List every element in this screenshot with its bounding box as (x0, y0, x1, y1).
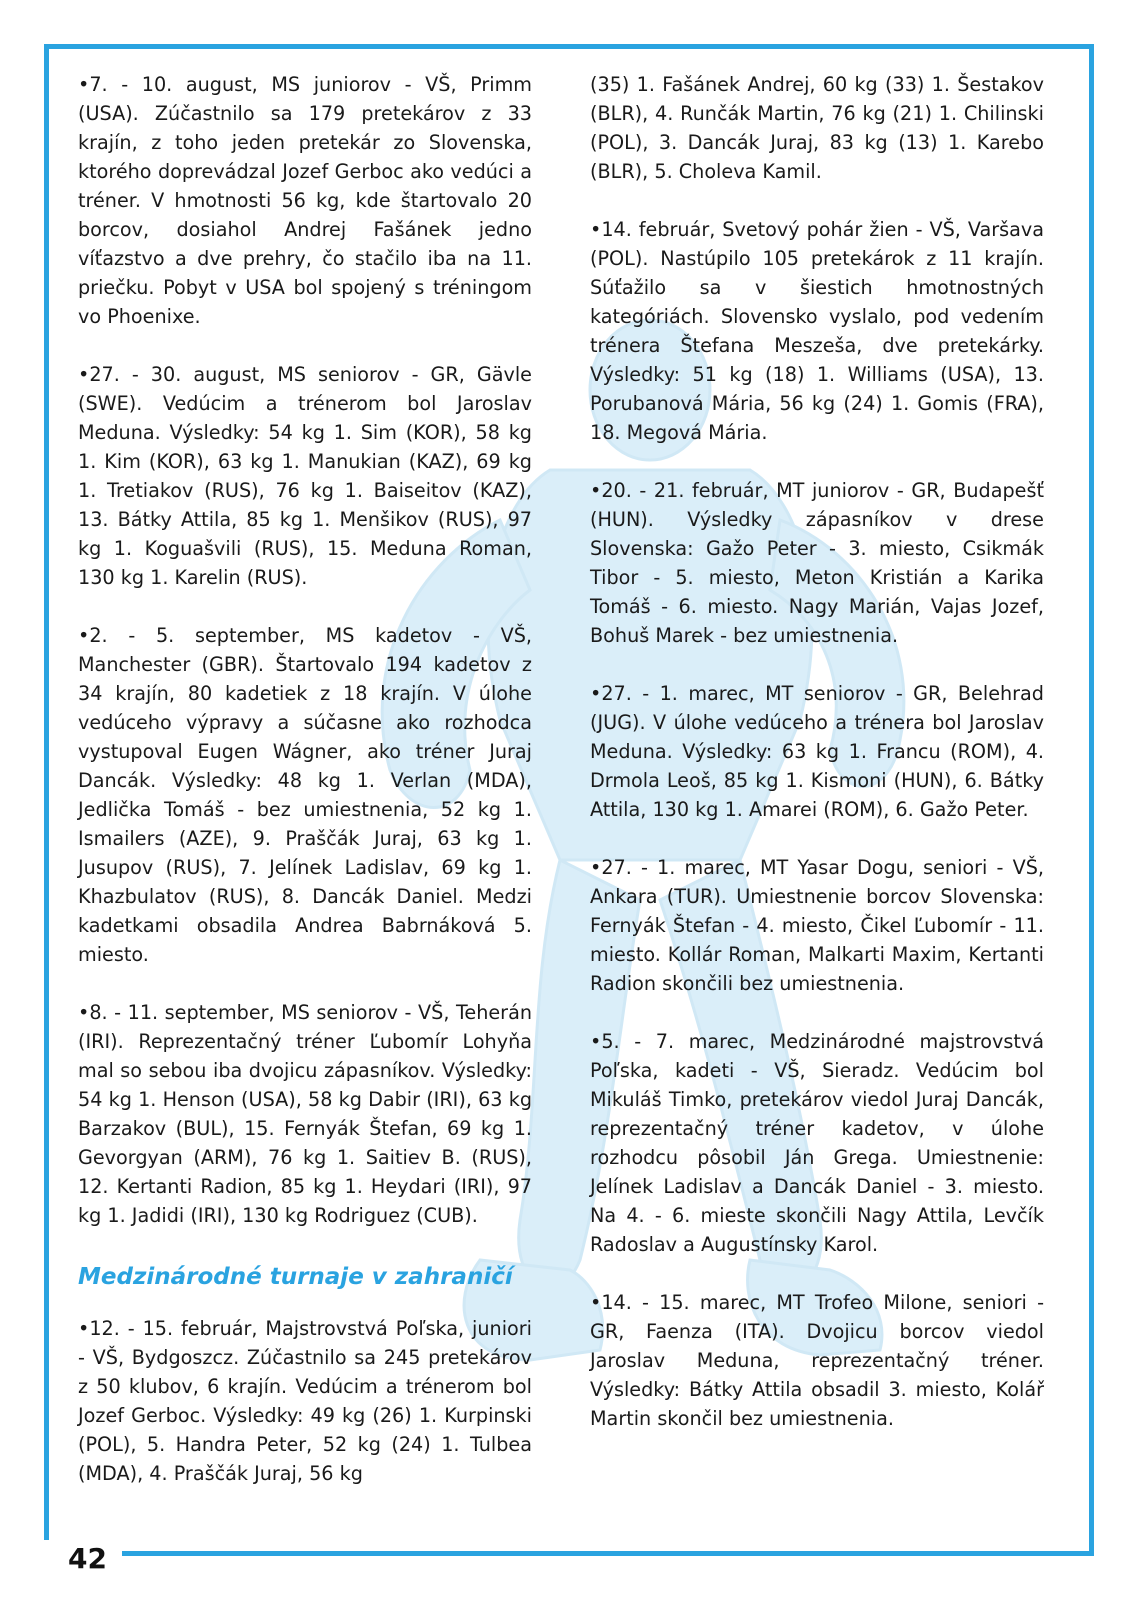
event-paragraph: (35) 1. Fašánek Andrej, 60 kg (33) 1. Šestakov (BLR), 4. Runčák Martin, 76 kg (21) 1. Chilinski (POL), 3. Dancák Juraj, 83 kg (13) 1. Karebo (BLR), 5. Choleva Kamil. (590, 73, 1044, 183)
event-paragraph: •12. - 15. február, Majstrovstvá Poľska, juniori - VŠ, Bydgoszcz. Zúčastnilo sa 245 pretekárov z 50 klubov, 6 krajín. Vedúcim a trénerom bol Jozef Gerboc. Výsledky: 49 kg (26) 1. Kurpinski (POL), 5. Handra Peter, 52 kg (24) 1. Tulbea (MDA), 4. Praščák Juraj, 56 kg (78, 1317, 532, 1485)
event-paragraph: •5. - 7. marec, Medzinárodné majstrovstvá Poľska, kadeti - VŠ, Sieradz. Vedúcim bol Mikuláš Timko, pretekárov viedol Juraj Dancák, reprezentačný tréner kadetov, v úlohe rozhodcu pôsobil Ján Grega. Umiestnenie: Jelínek Ladislav a Dancák Daniel - 3. miesto. Na 4. - 6. mieste skončili Nagy Attila, Levčík Radoslav a Augustínsky Karol. (590, 1030, 1044, 1256)
event-paragraph: •20. - 21. február, MT juniorov - GR, Budapešť (HUN). Výsledky zápasníkov v drese Slovenska: Gažo Peter - 3. miesto, Csikmák Tibor - 5. miesto, Meton Kristián a Karika Tomáš - 6. miesto. Nagy Marián, Vajas Jozef, Bohuš Marek - bez umiestnenia. (590, 479, 1044, 647)
event-paragraph: •27. - 30. august, MS seniorov - GR, Gävle (SWE). Vedúcim a trénerom bol Jaroslav Meduna. Výsledky: 54 kg 1. Sim (KOR), 58 kg 1. Kim (KOR), 63 kg 1. Manukian (KAZ), 69 kg 1. Tretiakov (RUS), 76 kg 1. Baiseitov (KAZ), 13. Bátky Attila, 85 kg 1. Menšikov (RUS), 97 kg 1. Koguašvili (RUS), 15. Meduna Roman, 130 kg 1. Karelin (RUS). (78, 363, 532, 589)
event-paragraph: •14. - 15. marec, MT Trofeo Milone, seniori - GR, Faenza (ITA). Dvojicu borcov viedol Jaroslav Meduna, reprezentačný tréner. Výsledky: Bátky Attila obsadil 3. miesto, Kolář Martin skončil bez umiestnenia. (590, 1291, 1044, 1430)
event-paragraph: •2. - 5. september, MS kadetov - VŠ, Manchester (GBR). Štartovalo 194 kadetov z 34 krajín, 80 kadetiek z 18 krajín. V úlohe vedúceho výpravy a súčasne ako rozhodca vystupoval Eugen Wágner, ako tréner Juraj Dancák. Výsledky: 48 kg 1. Verlan (MDA), Jedlička Tomáš - bez umiestnenia, 52 kg 1. Ismailers (AZE), 9. Praščák Juraj, 63 kg 1. Jusupov (RUS), 7. Jelínek Ladislav, 69 kg 1. Khazbulatov (RUS), 8. Dancák Daniel. Medzi kadetkami obsadila Andrea Babrnáková 5. miesto. (78, 624, 532, 966)
event-paragraph: •7. - 10. august, MS juniorov - VŠ, Primm (USA). Zúčastnilo sa 179 pretekárov z 33 krajín, z toho jeden pretekár zo Slovenska, ktorého doprevádzal Jozef Gerboc ako vedúci a tréner. V hmotnosti 56 kg, kde štartovalo 20 borcov, dosiahol Andrej Fašánek jedno víťazstvo a dve prehry, čo stačilo iba na 11. priečku. Pobyt v USA bol spojený s tréningom vo Phoenixe. (78, 73, 532, 328)
right-column (590, 70, 1044, 1433)
section-heading: Medzinárodné turnaje v zahraničí (78, 1264, 513, 1290)
page-number: 42 (68, 1542, 107, 1575)
event-paragraph: •27. - 1. marec, MT Yasar Dogu, seniori - VŠ, Ankara (TUR). Umiestnenie borcov Slovenska: Fernyák Štefan - 4. miesto, Čikel Ľubomír - 11. miesto. Kollár Roman, Malkarti Maxim, Kertanti Radion skončili bez umiestnenia. (590, 856, 1044, 995)
left-column (78, 70, 532, 1488)
event-paragraph: •8. - 11. september, MS seniorov - VŠ, Teherán (IRI). Reprezentačný tréner Ľubomír Lohyňa mal so sebou iba dvojicu zápasníkov. Výsledky: 54 kg 1. Henson (USA), 58 kg Dabir (IRI), 63 kg Barzakov (BUL), 15. Fernyák Štefan, 69 kg 1. Gevorgyan (ARM), 76 kg 1. Saitiev B. (RUS), 12. Kertanti Radion, 85 kg 1. Heydari (IRI), 97 kg 1. Jadidi (IRI), 130 kg Rodriguez (CUB). (78, 1001, 532, 1227)
event-paragraph: •27. - 1. marec, MT seniorov - GR, Belehrad (JUG). V úlohe vedúceho a trénera bol Jaroslav Meduna. Výsledky: 63 kg 1. Francu (ROM), 4. Drmola Leoš, 85 kg 1. Kismoni (HUN), 6. Bátky Attila, 130 kg 1. Amarei (ROM), 6. Gažo Peter. (590, 682, 1044, 821)
event-paragraph: •14. február, Svetový pohár žien - VŠ, Varšava (POL). Nastúpilo 105 pretekárok z 11 krajín. Súťažilo sa v šiestich hmotnostných kategóriách. Slovensko vyslalo, pod vedením trénera Štefana Meszeša, dve pretekárky. Výsledky: 51 kg (18) 1. Williams (USA), 13. Porubanová Mária, 56 kg (24) 1. Gomis (FRA), 18. Megová Mária. (590, 218, 1044, 444)
